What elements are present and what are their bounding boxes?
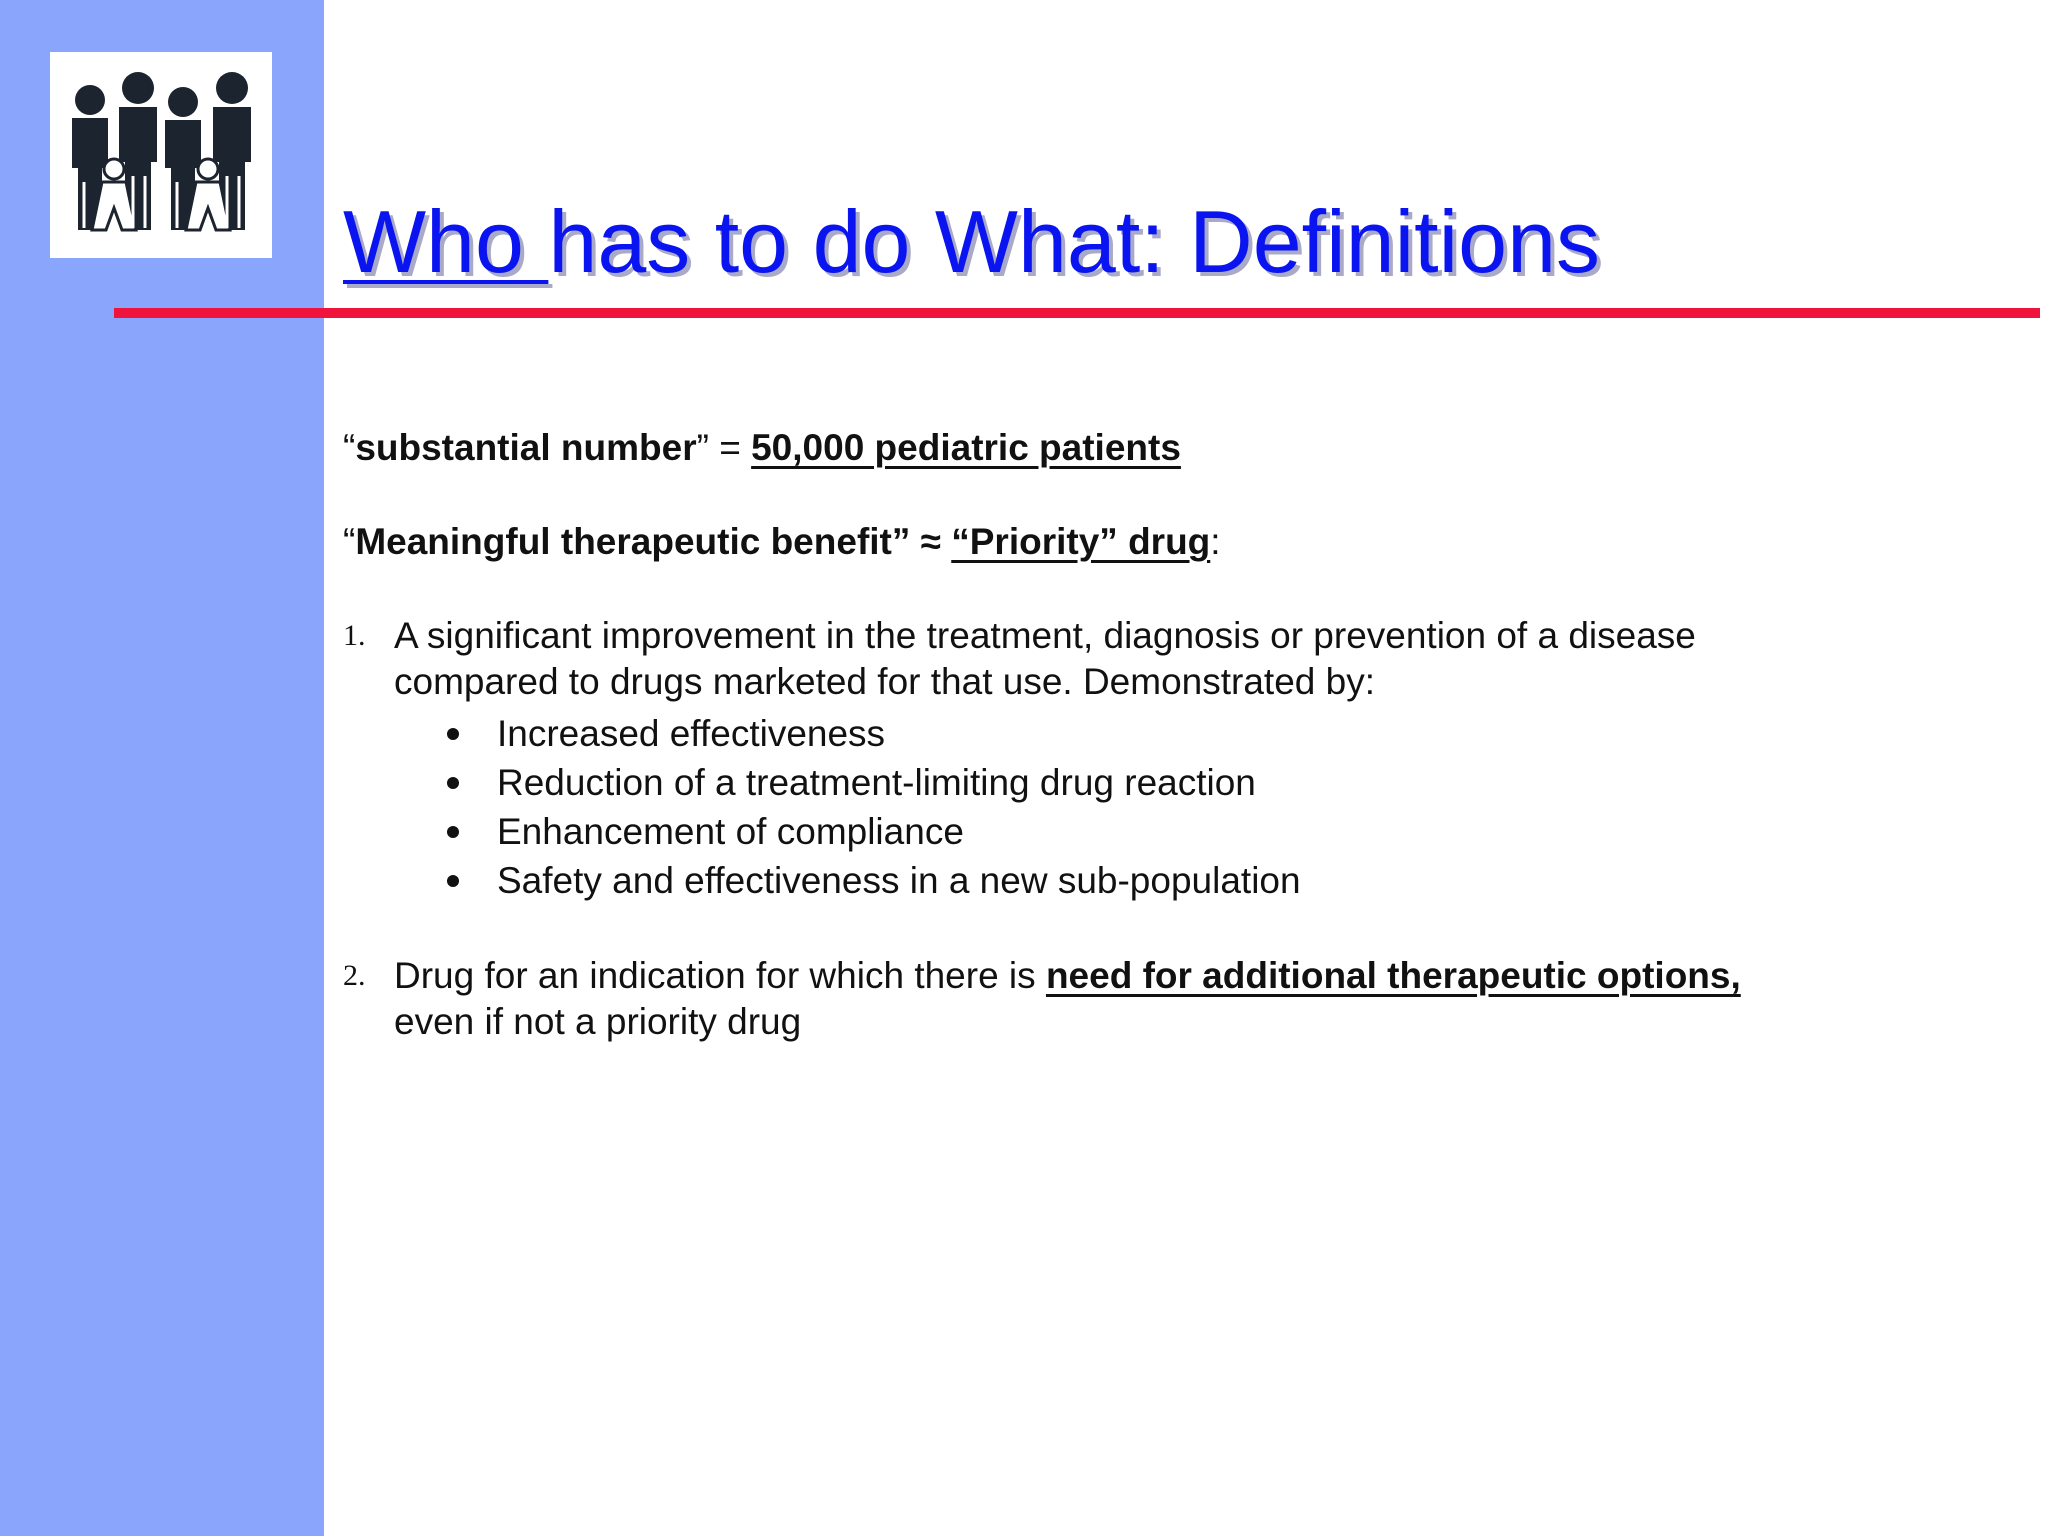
item-text-line: compared to drugs marketed for that use. Demonstrated by: — [394, 661, 1375, 702]
bullet-item — [394, 807, 2003, 856]
definition-therapeutic-benefit — [343, 519, 2003, 565]
family-figures-icon — [50, 52, 272, 258]
term-substantial-number: substantial number — [355, 427, 697, 468]
numbered-item-2 — [343, 953, 2003, 1045]
title-divider — [114, 308, 2040, 318]
bullet-list — [394, 709, 2003, 905]
item-text: Drug for an indication for which there is — [394, 955, 1046, 996]
slide-title — [343, 182, 1600, 302]
item-text-line: A significant improvement in the treatment, diagnosis or prevention of a disease — [394, 615, 1696, 656]
bullet-dot-icon — [447, 826, 459, 838]
slide-body — [343, 425, 2003, 1045]
bullet-dot-icon — [447, 728, 459, 740]
item-number: 1. — [343, 619, 366, 652]
equals-sign: ” = — [696, 427, 752, 468]
bullet-text: Reduction of a treatment-limiting drug reaction — [497, 762, 1256, 803]
bullet-text: Safety and effectiveness in a new sub-population — [497, 860, 1301, 901]
bullet-item — [394, 856, 2003, 905]
bullet-item — [394, 758, 2003, 807]
value-pediatric-patients: 50,000 pediatric patients — [751, 427, 1181, 468]
item-number: 2. — [343, 959, 366, 992]
colon: : — [1210, 521, 1221, 562]
bullet-text: Increased effectiveness — [497, 713, 886, 754]
bullet-dot-icon — [447, 875, 459, 887]
title-underlined-part: Who — [343, 192, 549, 291]
family-logo — [50, 52, 272, 258]
item-text-line: even if not a priority drug — [394, 1001, 802, 1042]
emphasis-additional-options: need for additional therapeutic options, — [1045, 955, 1741, 996]
bullet-item — [394, 709, 2003, 758]
value-priority-drug: “Priority” drug — [951, 521, 1211, 562]
term-meaningful-benefit: Meaningful therapeutic benefit — [355, 521, 892, 562]
numbered-item-1 — [343, 613, 2003, 905]
open-quote: “ — [343, 427, 356, 468]
definition-substantial-number — [343, 425, 2003, 471]
item-text-line — [394, 953, 2003, 999]
bullet-dot-icon — [447, 777, 459, 789]
bullet-text: Enhancement of compliance — [497, 811, 964, 852]
approx-sign: ” ≈ — [891, 521, 952, 562]
open-quote: “ — [343, 521, 356, 562]
title-rest: has to do What: Definitions — [548, 192, 1601, 291]
